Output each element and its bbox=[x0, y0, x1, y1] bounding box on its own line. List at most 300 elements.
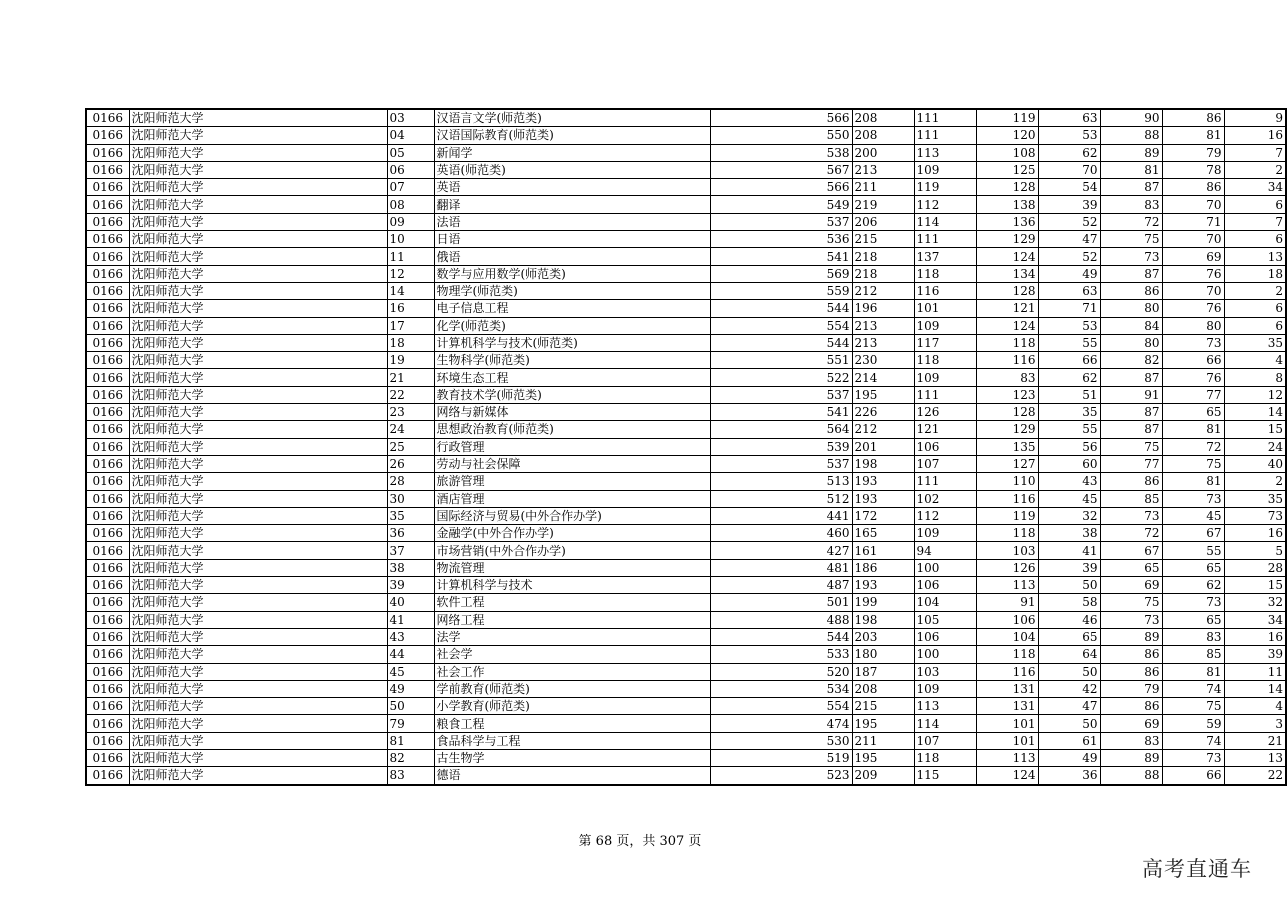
table-row bbox=[86, 231, 1286, 248]
score-cell: 83 bbox=[1100, 732, 1162, 749]
score-cell: 71 bbox=[1038, 300, 1100, 317]
total-score-cell: 536 bbox=[710, 231, 852, 248]
table-row bbox=[86, 317, 1286, 334]
count-cell: 6 bbox=[1224, 231, 1286, 248]
score-cell: 71 bbox=[1162, 213, 1224, 230]
score-cell: 215 bbox=[852, 231, 914, 248]
score-cell: 101 bbox=[914, 300, 976, 317]
score-cell: 62 bbox=[1162, 577, 1224, 594]
score-cell: 195 bbox=[852, 386, 914, 403]
total-score-cell: 427 bbox=[710, 542, 852, 559]
score-cell: 102 bbox=[914, 490, 976, 507]
count-cell: 4 bbox=[1224, 352, 1286, 369]
major-name-cell: 粮食工程 bbox=[434, 715, 710, 732]
score-cell: 131 bbox=[976, 680, 1038, 697]
school-code-cell: 0166 bbox=[86, 386, 129, 403]
table-row bbox=[86, 213, 1286, 230]
school-name-cell: 沈阳师范大学 bbox=[129, 213, 387, 230]
major-name-cell: 古生物学 bbox=[434, 749, 710, 766]
table-row bbox=[86, 680, 1286, 697]
score-cell: 230 bbox=[852, 352, 914, 369]
score-cell: 91 bbox=[976, 594, 1038, 611]
major-code-cell: 45 bbox=[387, 663, 434, 680]
major-code-cell: 25 bbox=[387, 438, 434, 455]
score-cell: 81 bbox=[1162, 663, 1224, 680]
major-name-cell: 酒店管理 bbox=[434, 490, 710, 507]
table-row bbox=[86, 646, 1286, 663]
score-cell: 66 bbox=[1162, 352, 1224, 369]
score-cell: 104 bbox=[976, 628, 1038, 645]
count-cell: 34 bbox=[1224, 611, 1286, 628]
count-cell: 6 bbox=[1224, 196, 1286, 213]
score-cell: 126 bbox=[914, 404, 976, 421]
major-name-cell: 法语 bbox=[434, 213, 710, 230]
score-cell: 77 bbox=[1162, 386, 1224, 403]
school-name-cell: 沈阳师范大学 bbox=[129, 542, 387, 559]
major-code-cell: 41 bbox=[387, 611, 434, 628]
score-cell: 113 bbox=[976, 577, 1038, 594]
school-code-cell: 0166 bbox=[86, 646, 129, 663]
score-cell: 86 bbox=[1100, 698, 1162, 715]
score-cell: 110 bbox=[976, 473, 1038, 490]
school-code-cell: 0166 bbox=[86, 282, 129, 299]
score-cell: 114 bbox=[914, 213, 976, 230]
table-row bbox=[86, 767, 1286, 785]
major-name-cell: 学前教育(师范类) bbox=[434, 680, 710, 697]
score-cell: 116 bbox=[976, 490, 1038, 507]
major-name-cell: 物流管理 bbox=[434, 559, 710, 576]
score-cell: 106 bbox=[976, 611, 1038, 628]
score-cell: 107 bbox=[914, 455, 976, 472]
major-name-cell: 翻译 bbox=[434, 196, 710, 213]
score-cell: 83 bbox=[1100, 196, 1162, 213]
table-row bbox=[86, 300, 1286, 317]
score-cell: 60 bbox=[1038, 455, 1100, 472]
school-name-cell: 沈阳师范大学 bbox=[129, 525, 387, 542]
major-name-cell: 德语 bbox=[434, 767, 710, 785]
school-code-cell: 0166 bbox=[86, 542, 129, 559]
major-code-cell: 40 bbox=[387, 594, 434, 611]
major-name-cell: 英语 bbox=[434, 179, 710, 196]
score-table-body bbox=[86, 109, 1286, 785]
table-row bbox=[86, 732, 1286, 749]
major-code-cell: 05 bbox=[387, 144, 434, 161]
table-row bbox=[86, 421, 1286, 438]
score-cell: 86 bbox=[1162, 109, 1224, 127]
major-name-cell: 俄语 bbox=[434, 248, 710, 265]
major-name-cell: 化学(师范类) bbox=[434, 317, 710, 334]
score-cell: 72 bbox=[1100, 525, 1162, 542]
score-cell: 129 bbox=[976, 421, 1038, 438]
count-cell: 16 bbox=[1224, 525, 1286, 542]
score-cell: 86 bbox=[1100, 473, 1162, 490]
major-name-cell: 软件工程 bbox=[434, 594, 710, 611]
score-cell: 53 bbox=[1038, 317, 1100, 334]
school-code-cell: 0166 bbox=[86, 109, 129, 127]
school-code-cell: 0166 bbox=[86, 455, 129, 472]
score-cell: 118 bbox=[914, 352, 976, 369]
score-cell: 116 bbox=[976, 663, 1038, 680]
major-code-cell: 44 bbox=[387, 646, 434, 663]
table-row bbox=[86, 525, 1286, 542]
school-code-cell: 0166 bbox=[86, 525, 129, 542]
score-cell: 55 bbox=[1162, 542, 1224, 559]
count-cell: 22 bbox=[1224, 767, 1286, 785]
score-cell: 52 bbox=[1038, 248, 1100, 265]
score-cell: 112 bbox=[914, 507, 976, 524]
score-cell: 119 bbox=[914, 179, 976, 196]
school-code-cell: 0166 bbox=[86, 248, 129, 265]
major-name-cell: 劳动与社会保障 bbox=[434, 455, 710, 472]
school-name-cell: 沈阳师范大学 bbox=[129, 628, 387, 645]
score-cell: 135 bbox=[976, 438, 1038, 455]
school-name-cell: 沈阳师范大学 bbox=[129, 300, 387, 317]
table-row bbox=[86, 542, 1286, 559]
total-score-cell: 550 bbox=[710, 127, 852, 144]
score-cell: 65 bbox=[1162, 559, 1224, 576]
table-row bbox=[86, 663, 1286, 680]
score-cell: 218 bbox=[852, 248, 914, 265]
score-cell: 55 bbox=[1038, 334, 1100, 351]
score-cell: 118 bbox=[976, 646, 1038, 663]
major-name-cell: 网络与新媒体 bbox=[434, 404, 710, 421]
school-name-cell: 沈阳师范大学 bbox=[129, 473, 387, 490]
count-cell: 5 bbox=[1224, 542, 1286, 559]
score-cell: 111 bbox=[914, 127, 976, 144]
score-cell: 70 bbox=[1162, 196, 1224, 213]
score-cell: 109 bbox=[914, 525, 976, 542]
score-cell: 80 bbox=[1100, 300, 1162, 317]
major-name-cell: 物理学(师范类) bbox=[434, 282, 710, 299]
score-cell: 219 bbox=[852, 196, 914, 213]
score-cell: 100 bbox=[914, 559, 976, 576]
score-cell: 43 bbox=[1038, 473, 1100, 490]
score-cell: 81 bbox=[1162, 421, 1224, 438]
score-cell: 73 bbox=[1100, 611, 1162, 628]
school-code-cell: 0166 bbox=[86, 334, 129, 351]
score-cell: 111 bbox=[914, 473, 976, 490]
score-cell: 46 bbox=[1038, 611, 1100, 628]
school-name-cell: 沈阳师范大学 bbox=[129, 455, 387, 472]
total-score-cell: 512 bbox=[710, 490, 852, 507]
score-cell: 69 bbox=[1162, 248, 1224, 265]
school-name-cell: 沈阳师范大学 bbox=[129, 767, 387, 785]
major-code-cell: 17 bbox=[387, 317, 434, 334]
score-cell: 206 bbox=[852, 213, 914, 230]
school-name-cell: 沈阳师范大学 bbox=[129, 196, 387, 213]
score-cell: 208 bbox=[852, 109, 914, 127]
major-code-cell: 19 bbox=[387, 352, 434, 369]
school-name-cell: 沈阳师范大学 bbox=[129, 749, 387, 766]
school-code-cell: 0166 bbox=[86, 611, 129, 628]
school-code-cell: 0166 bbox=[86, 196, 129, 213]
count-cell: 35 bbox=[1224, 334, 1286, 351]
table-row bbox=[86, 386, 1286, 403]
score-cell: 90 bbox=[1100, 109, 1162, 127]
score-cell: 186 bbox=[852, 559, 914, 576]
school-code-cell: 0166 bbox=[86, 767, 129, 785]
major-name-cell: 计算机科学与技术(师范类) bbox=[434, 334, 710, 351]
school-name-cell: 沈阳师范大学 bbox=[129, 594, 387, 611]
table-row bbox=[86, 334, 1286, 351]
major-code-cell: 83 bbox=[387, 767, 434, 785]
score-cell: 87 bbox=[1100, 421, 1162, 438]
school-code-cell: 0166 bbox=[86, 404, 129, 421]
score-cell: 65 bbox=[1038, 628, 1100, 645]
score-cell: 76 bbox=[1162, 369, 1224, 386]
total-score-cell: 533 bbox=[710, 646, 852, 663]
score-cell: 54 bbox=[1038, 179, 1100, 196]
page-number: 第 68 页，共 307 页 bbox=[578, 834, 702, 849]
score-cell: 41 bbox=[1038, 542, 1100, 559]
total-score-cell: 544 bbox=[710, 300, 852, 317]
score-cell: 112 bbox=[914, 196, 976, 213]
major-name-cell: 金融学(中外合作办学) bbox=[434, 525, 710, 542]
major-name-cell: 行政管理 bbox=[434, 438, 710, 455]
score-cell: 203 bbox=[852, 628, 914, 645]
major-code-cell: 11 bbox=[387, 248, 434, 265]
major-code-cell: 26 bbox=[387, 455, 434, 472]
score-cell: 79 bbox=[1162, 144, 1224, 161]
score-cell: 50 bbox=[1038, 715, 1100, 732]
major-code-cell: 39 bbox=[387, 577, 434, 594]
score-cell: 199 bbox=[852, 594, 914, 611]
score-cell: 103 bbox=[976, 542, 1038, 559]
count-cell: 40 bbox=[1224, 455, 1286, 472]
total-score-cell: 487 bbox=[710, 577, 852, 594]
major-name-cell: 生物科学(师范类) bbox=[434, 352, 710, 369]
score-cell: 62 bbox=[1038, 144, 1100, 161]
table-row bbox=[86, 196, 1286, 213]
major-code-cell: 16 bbox=[387, 300, 434, 317]
score-cell: 101 bbox=[976, 715, 1038, 732]
school-name-cell: 沈阳师范大学 bbox=[129, 386, 387, 403]
major-name-cell: 社会工作 bbox=[434, 663, 710, 680]
school-code-cell: 0166 bbox=[86, 300, 129, 317]
score-cell: 125 bbox=[976, 161, 1038, 178]
total-score-cell: 460 bbox=[710, 525, 852, 542]
score-cell: 73 bbox=[1162, 490, 1224, 507]
score-cell: 105 bbox=[914, 611, 976, 628]
school-name-cell: 沈阳师范大学 bbox=[129, 577, 387, 594]
school-code-cell: 0166 bbox=[86, 577, 129, 594]
score-cell: 89 bbox=[1100, 749, 1162, 766]
major-name-cell: 汉语国际教育(师范类) bbox=[434, 127, 710, 144]
school-name-cell: 沈阳师范大学 bbox=[129, 404, 387, 421]
score-cell: 196 bbox=[852, 300, 914, 317]
count-cell: 3 bbox=[1224, 715, 1286, 732]
table-row bbox=[86, 282, 1286, 299]
total-score-cell: 538 bbox=[710, 144, 852, 161]
total-score-cell: 537 bbox=[710, 386, 852, 403]
total-score-cell: 554 bbox=[710, 317, 852, 334]
total-score-cell: 537 bbox=[710, 213, 852, 230]
score-cell: 106 bbox=[914, 577, 976, 594]
count-cell: 6 bbox=[1224, 317, 1286, 334]
total-score-cell: 544 bbox=[710, 334, 852, 351]
score-cell: 172 bbox=[852, 507, 914, 524]
score-cell: 124 bbox=[976, 248, 1038, 265]
score-cell: 104 bbox=[914, 594, 976, 611]
total-score-cell: 566 bbox=[710, 179, 852, 196]
score-cell: 81 bbox=[1162, 127, 1224, 144]
score-cell: 106 bbox=[914, 438, 976, 455]
major-name-cell: 教育技术学(师范类) bbox=[434, 386, 710, 403]
score-cell: 72 bbox=[1162, 438, 1224, 455]
score-cell: 87 bbox=[1100, 265, 1162, 282]
score-cell: 106 bbox=[914, 628, 976, 645]
count-cell: 14 bbox=[1224, 680, 1286, 697]
score-table bbox=[85, 108, 1287, 786]
total-score-cell: 541 bbox=[710, 404, 852, 421]
major-code-cell: 03 bbox=[387, 109, 434, 127]
school-code-cell: 0166 bbox=[86, 490, 129, 507]
school-code-cell: 0166 bbox=[86, 559, 129, 576]
major-code-cell: 30 bbox=[387, 490, 434, 507]
score-cell: 87 bbox=[1100, 369, 1162, 386]
score-cell: 62 bbox=[1038, 369, 1100, 386]
score-cell: 87 bbox=[1100, 179, 1162, 196]
score-cell: 213 bbox=[852, 161, 914, 178]
score-cell: 85 bbox=[1162, 646, 1224, 663]
school-code-cell: 0166 bbox=[86, 127, 129, 144]
score-cell: 134 bbox=[976, 265, 1038, 282]
total-score-cell: 530 bbox=[710, 732, 852, 749]
score-cell: 114 bbox=[914, 715, 976, 732]
total-score-cell: 566 bbox=[710, 109, 852, 127]
table-row bbox=[86, 594, 1286, 611]
score-cell: 66 bbox=[1162, 767, 1224, 785]
score-cell: 118 bbox=[976, 334, 1038, 351]
major-code-cell: 43 bbox=[387, 628, 434, 645]
score-cell: 76 bbox=[1162, 300, 1224, 317]
total-score-cell: 559 bbox=[710, 282, 852, 299]
total-score-cell: 474 bbox=[710, 715, 852, 732]
score-cell: 59 bbox=[1162, 715, 1224, 732]
score-cell: 49 bbox=[1038, 265, 1100, 282]
school-name-cell: 沈阳师范大学 bbox=[129, 680, 387, 697]
score-cell: 52 bbox=[1038, 213, 1100, 230]
school-name-cell: 沈阳师范大学 bbox=[129, 646, 387, 663]
total-score-cell: 567 bbox=[710, 161, 852, 178]
school-code-cell: 0166 bbox=[86, 663, 129, 680]
major-code-cell: 79 bbox=[387, 715, 434, 732]
major-name-cell: 汉语言文学(师范类) bbox=[434, 109, 710, 127]
count-cell: 73 bbox=[1224, 507, 1286, 524]
school-name-cell: 沈阳师范大学 bbox=[129, 179, 387, 196]
score-cell: 111 bbox=[914, 231, 976, 248]
score-cell: 63 bbox=[1038, 109, 1100, 127]
major-name-cell: 数学与应用数学(师范类) bbox=[434, 265, 710, 282]
score-cell: 55 bbox=[1038, 421, 1100, 438]
score-cell: 81 bbox=[1100, 161, 1162, 178]
school-code-cell: 0166 bbox=[86, 161, 129, 178]
table-row bbox=[86, 628, 1286, 645]
school-name-cell: 沈阳师范大学 bbox=[129, 663, 387, 680]
major-code-cell: 08 bbox=[387, 196, 434, 213]
score-cell: 39 bbox=[1038, 559, 1100, 576]
score-cell: 84 bbox=[1100, 317, 1162, 334]
total-score-cell: 501 bbox=[710, 594, 852, 611]
total-score-cell: 481 bbox=[710, 559, 852, 576]
school-code-cell: 0166 bbox=[86, 715, 129, 732]
school-name-cell: 沈阳师范大学 bbox=[129, 559, 387, 576]
score-cell: 212 bbox=[852, 282, 914, 299]
score-cell: 80 bbox=[1100, 334, 1162, 351]
total-score-cell: 564 bbox=[710, 421, 852, 438]
table-row bbox=[86, 248, 1286, 265]
school-name-cell: 沈阳师范大学 bbox=[129, 265, 387, 282]
score-cell: 83 bbox=[976, 369, 1038, 386]
major-code-cell: 09 bbox=[387, 213, 434, 230]
score-cell: 136 bbox=[976, 213, 1038, 230]
total-score-cell: 522 bbox=[710, 369, 852, 386]
school-code-cell: 0166 bbox=[86, 213, 129, 230]
school-name-cell: 沈阳师范大学 bbox=[129, 369, 387, 386]
score-cell: 81 bbox=[1162, 473, 1224, 490]
count-cell: 32 bbox=[1224, 594, 1286, 611]
score-cell: 113 bbox=[976, 749, 1038, 766]
school-name-cell: 沈阳师范大学 bbox=[129, 732, 387, 749]
score-cell: 70 bbox=[1162, 231, 1224, 248]
score-cell: 79 bbox=[1100, 680, 1162, 697]
score-cell: 128 bbox=[976, 179, 1038, 196]
major-code-cell: 04 bbox=[387, 127, 434, 144]
score-cell: 109 bbox=[914, 369, 976, 386]
count-cell: 13 bbox=[1224, 749, 1286, 766]
score-cell: 75 bbox=[1100, 438, 1162, 455]
table-row bbox=[86, 698, 1286, 715]
score-cell: 201 bbox=[852, 438, 914, 455]
score-cell: 115 bbox=[914, 767, 976, 785]
major-code-cell: 28 bbox=[387, 473, 434, 490]
score-cell: 47 bbox=[1038, 231, 1100, 248]
score-cell: 94 bbox=[914, 542, 976, 559]
major-code-cell: 38 bbox=[387, 559, 434, 576]
score-cell: 124 bbox=[976, 767, 1038, 785]
count-cell: 13 bbox=[1224, 248, 1286, 265]
score-cell: 128 bbox=[976, 282, 1038, 299]
table-row bbox=[86, 611, 1286, 628]
score-cell: 80 bbox=[1162, 317, 1224, 334]
score-cell: 75 bbox=[1100, 594, 1162, 611]
major-code-cell: 24 bbox=[387, 421, 434, 438]
score-cell: 165 bbox=[852, 525, 914, 542]
score-cell: 63 bbox=[1038, 282, 1100, 299]
score-cell: 45 bbox=[1162, 507, 1224, 524]
score-cell: 128 bbox=[976, 404, 1038, 421]
score-cell: 137 bbox=[914, 248, 976, 265]
score-cell: 119 bbox=[976, 109, 1038, 127]
count-cell: 39 bbox=[1224, 646, 1286, 663]
score-cell: 116 bbox=[976, 352, 1038, 369]
score-cell: 129 bbox=[976, 231, 1038, 248]
score-cell: 61 bbox=[1038, 732, 1100, 749]
school-name-cell: 沈阳师范大学 bbox=[129, 438, 387, 455]
score-cell: 89 bbox=[1100, 144, 1162, 161]
table-row bbox=[86, 352, 1286, 369]
score-cell: 101 bbox=[976, 732, 1038, 749]
score-cell: 65 bbox=[1162, 611, 1224, 628]
count-cell: 4 bbox=[1224, 698, 1286, 715]
table-row bbox=[86, 715, 1286, 732]
school-code-cell: 0166 bbox=[86, 438, 129, 455]
score-cell: 116 bbox=[914, 282, 976, 299]
score-cell: 198 bbox=[852, 455, 914, 472]
total-score-cell: 551 bbox=[710, 352, 852, 369]
school-name-cell: 沈阳师范大学 bbox=[129, 352, 387, 369]
score-cell: 47 bbox=[1038, 698, 1100, 715]
